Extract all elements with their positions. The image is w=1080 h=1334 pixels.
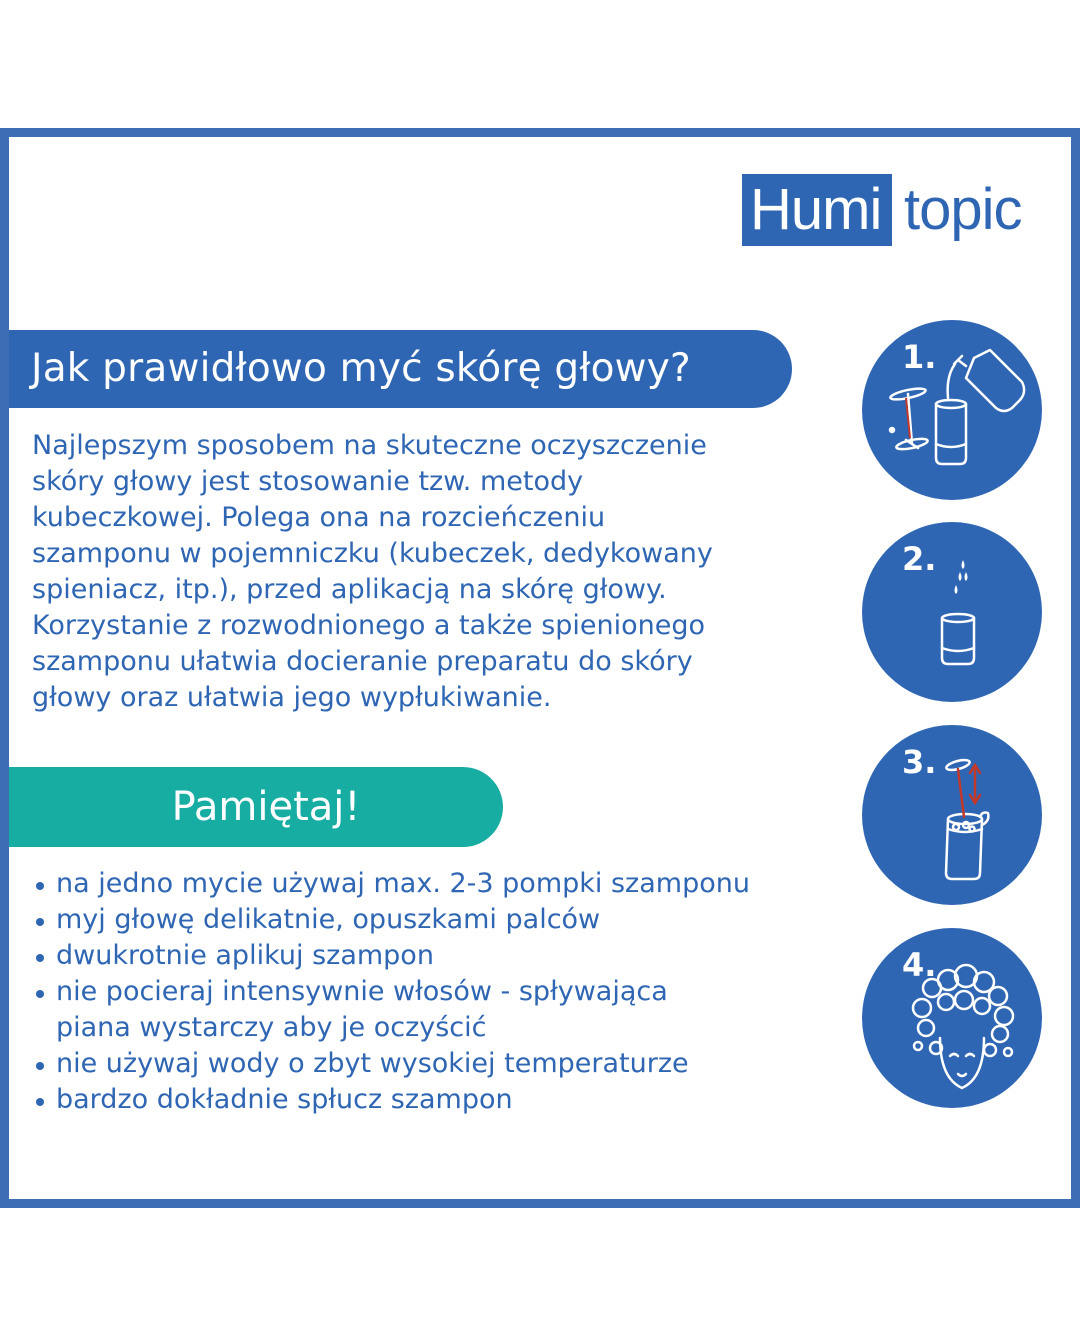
step-2-circle [862,522,1042,702]
tip-item: na jedno mycie używaj max. 2-3 pompki szamponu [32,866,822,902]
foamer-pump-cup-icon [862,725,1042,905]
tip-item: nie używaj wody o zbyt wysokiej temperaturze [32,1046,822,1082]
tips-list [32,866,822,1118]
logo-humi: Humi [742,174,892,246]
tip-item: myj głowę delikatnie, opuszkami palców [32,902,822,938]
step-4-circle [862,928,1042,1108]
step-1-number: 1. [902,338,937,376]
intro-paragraph: Najlepszym sposobem na skuteczne oczyszczenie skóry głowy jest stosowanie tzw. metody kubeczkowej. Polega ona na rozcieńczeniu szamponu w pojemniczku (kubeczek, dedykowany spieniacz, itp.), przed aplikacją na skórę głowy. Korzystanie z rozwodnionego a także spienionego szamponu ułatwia docieranie preparatu do skóry głowy oraz ułatwia jego wypłukiwanie. [32,430,713,713]
water-drops-into-cup-icon [862,522,1042,702]
step-2-number: 2. [902,540,937,578]
step-3-circle [862,725,1042,905]
foamy-head-icon [862,928,1042,1108]
pour-shampoo-into-cup-icon [862,320,1042,500]
remember-banner: Pamiętaj! [9,767,503,847]
tip-item: nie pocieraj intensywnie włosów - spływająca piana wystarczy aby je oczyścić [32,974,822,1046]
tip-item: dwukrotnie aplikuj szampon [32,938,822,974]
logo-topic: topic [904,177,1022,242]
step-1-circle [862,320,1042,500]
step-4-number: 4. [902,946,937,984]
page-title: Jak prawidłowo myć skórę głowy? [9,330,792,408]
tip-item: bardzo dokładnie spłucz szampon [32,1082,822,1118]
step-3-number: 3. [902,743,937,781]
